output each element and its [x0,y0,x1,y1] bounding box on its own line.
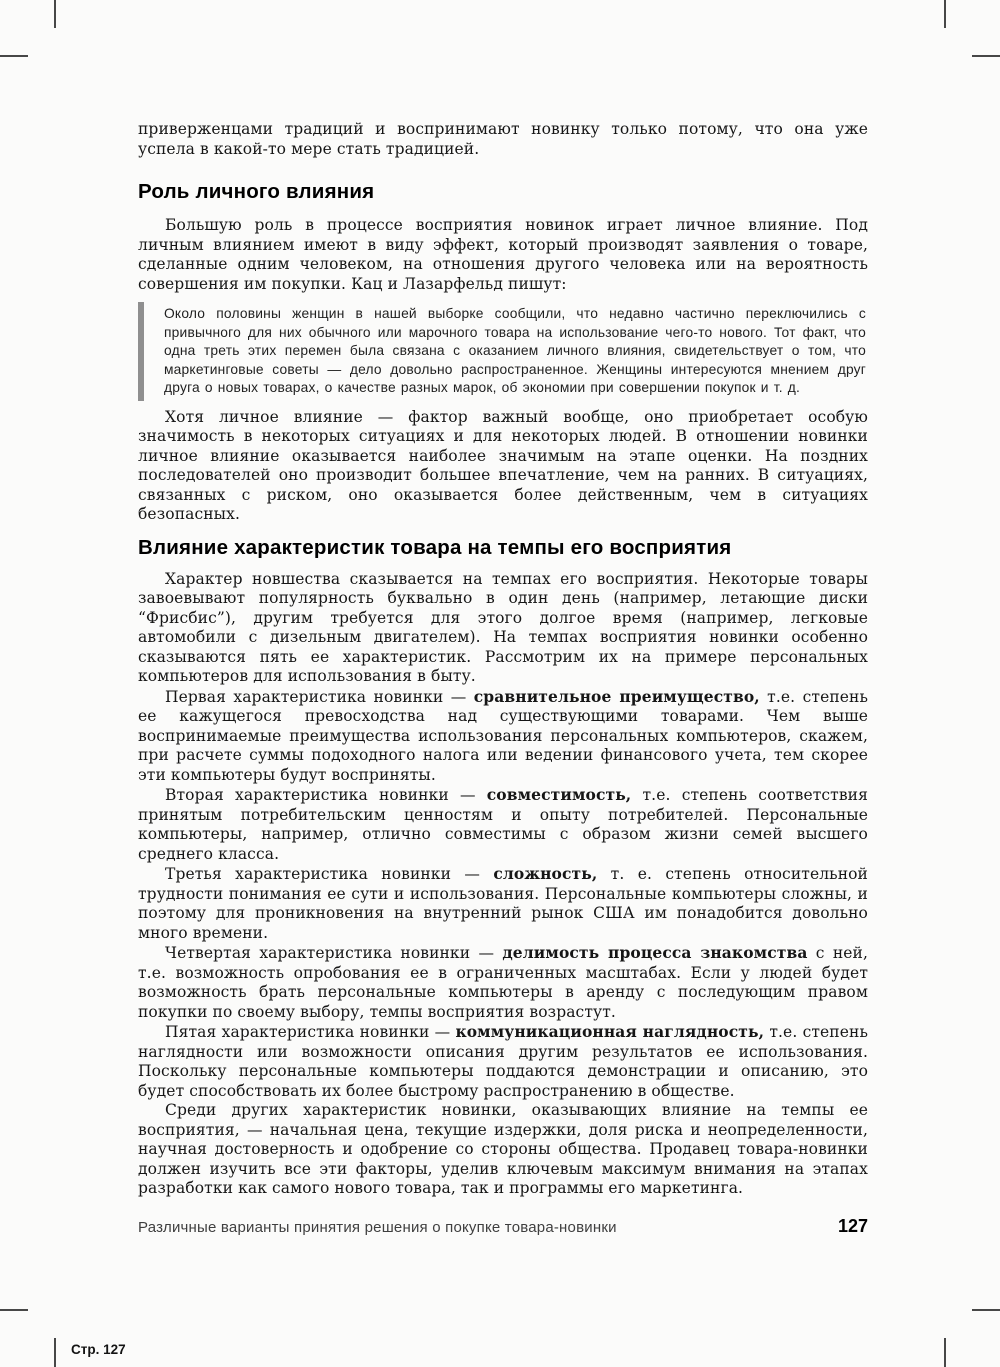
section-heading: Роль личного влияния [138,180,375,203]
bold-term: делимость процесса знакомства [502,943,808,963]
quote-block: Около половины женщин в нашей выборке сообщили, что недавно частично переключились с привычного для них обычного или марочного товара на использование чего-то нового. Тот факт, что одна треть этих перемен была связана с оказанием личного влияния, свидетельствует о том, что маркетинговые советы — дело довольно распространенное. Женщины интересуются мнением друг друга о новых товарах, о качестве разных марок, об экономии при совершении покупок и т. д. [138,302,868,401]
paragraph: Третья характеристика новинки — сложность, т. е. степень относительной трудности понимания ее сути и использования. Персональные компьютеры сложны, и поэтому для проникновения на внутренний рынок США им понадобится довольно много времени. [138,864,868,942]
page-number: 127 [837,1216,868,1236]
bold-term: коммуникационная наглядность, [455,1022,765,1042]
bold-term: сравнительное преимущество, [473,686,760,706]
paragraph: приверженцами традиций и воспринимают новинку только потому, что она уже успела в какой-то мере стать традицией. [138,120,868,158]
page-footer [138,1216,868,1237]
crop-mark-bottom-right-horizontal [972,1309,1000,1311]
crop-mark-top-right-horizontal [972,55,1000,57]
crop-mark-bottom-right-vertical [944,1338,946,1367]
subsection-heading: Влияние характеристик товара на темпы его восприятия [138,535,732,559]
page-indicator: Стр. 127 [71,1342,126,1357]
paragraph: Большую роль в процессе восприятия новинок играет личное влияние. Под личным влиянием имеют в виду эффект, который производят заявления о товаре, сделанные одним человеком, на отношения другого человека или на вероятность совершения им покупки. Кац и Лазарфельд пишут: [138,216,868,293]
page-body-text [138,120,868,1199]
crop-mark-bottom-left-vertical [54,1338,56,1367]
crop-mark-bottom-left-horizontal [0,1309,28,1311]
crop-mark-top-right-vertical [944,0,946,28]
paragraph: Среди других характеристик новинки, оказывающих влияние на темпы ее восприятия, — начальная цена, текущие издержки, доля риска и неопределенности, научная достоверность и одобрение со стороны общества. Продавец товара-новинки должен изучить все эти факторы, уделив ключевым максимум внимания на этапах разработки как самого нового товара, так и программы его маркетинга. [138,1101,868,1198]
bold-term: сложность, [493,864,598,884]
paragraph: Пятая характеристика новинки — коммуникационная наглядность, т.е. степень наглядности или возможности описания другим результатов ее использования. Поскольку персональные компьютеры поддаются демонстрации и описанию, это будет способствовать их более быстрому распространению в обществе. [138,1022,868,1100]
crop-mark-top-left-horizontal [0,55,28,57]
bold-term: совместимость, [486,785,632,805]
paragraph: Характер новшества сказывается на темпах его восприятия. Некоторые товары завоевывают популярность буквально в один день (например, летающие диски “Фрисбис”), другим требуется для этого долгое время (например, легковые автомобили с дизельным двигателем). На темпах восприятия новинки особенно сказываются пять ее характеристик. Рассмотрим их на примере персональных компьютеров для использования в быту. [138,569,868,686]
paragraph: Хотя личное влияние — фактор важный вообще, оно приобретает особую значимость в некоторых ситуациях и для некоторых людей. В отношении новинки личное влияние оказывается наиболее значимым на этапе оценки. На поздних последователей оно производит большее впечатление, чем на ранних. В ситуациях, связанных с риском, оно оказывается более действенным, чем в ситуациях безопасных. [138,407,868,524]
paragraph: Четвертая характеристика новинки — делимость процесса знакомства с ней, т.е. возможность опробования ее в ограниченных масштабах. Если у людей будет возможность брать персональные компьютеры в аренду с последующим правом покупки по своему выбору, темпы восприятия возрастут. [138,943,869,1021]
paragraph: Вторая характеристика новинки — совместимость, т.е. степень соответствия принятым потребительским ценностям и опыту потребителей. Персональные компьютеры, например, отлично совместимы с образом жизни семей высшего среднего класса. [138,785,868,863]
crop-mark-top-left-vertical [54,0,56,28]
running-title: Различные варианты принятия решения о покупке товара-новинки [138,1219,617,1236]
paragraph: Первая характеристика новинки — сравнительное преимущество, т.е. степень ее кажущегося превосходства над существующими товарами. Чем выше воспринимаемые преимущества использования персональных компьютеров, скажем, при расчете суммы подоходного налога или ведении финансового учета, тем скорее эти компьютеры будут восприняты. [138,686,869,784]
